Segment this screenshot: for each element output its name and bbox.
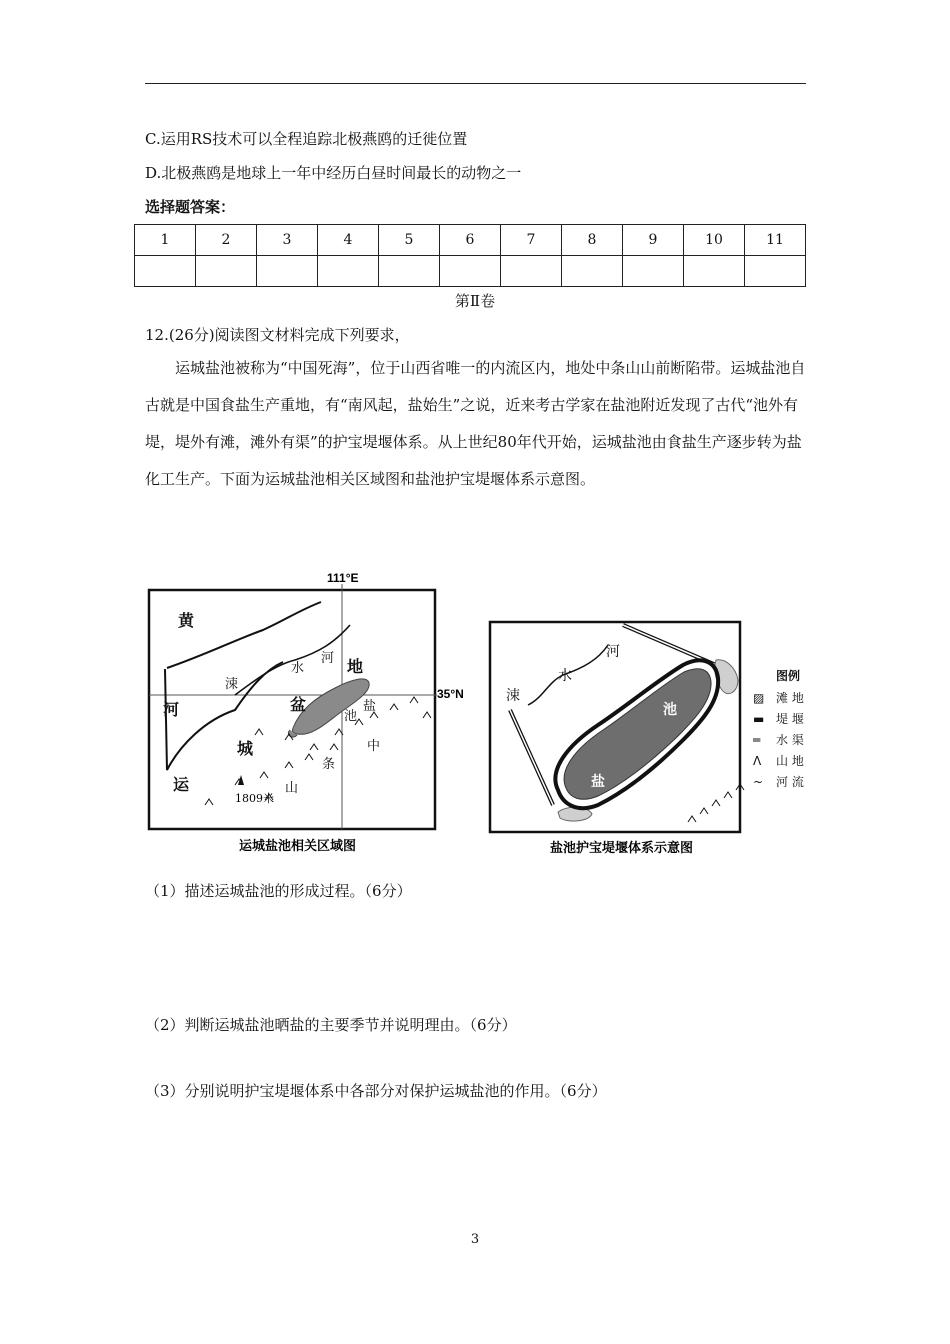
map2-caption: 盐池护宝堤堰体系示意图 xyxy=(550,841,694,856)
sub-question-1: （1）描述运城盐池的形成过程。（6分） xyxy=(145,882,412,900)
header-rule xyxy=(145,83,806,84)
legend-label: 滩 地 xyxy=(776,691,804,705)
legend-label: 水 渠 xyxy=(776,733,804,747)
answer-number: 1 xyxy=(135,225,196,256)
answer-number: 9 xyxy=(623,225,684,256)
sub-question-3: （3）分别说明护宝堤堰体系中各部分对保护运城盐池的作用。（6分） xyxy=(145,1082,607,1100)
answer-table xyxy=(134,224,806,287)
question-material: 运城盐池被称为“中国死海”，位于山西省唯一的内流区内，地处中条山山前断陷带。运城盐池自古就是中国食盐生产重地，有“南风起，盐始生”之说，近来考古学家在盐池附近发现了古代“池外有堤，堤外有滩，滩外有渠”的护宝堤堰体系。从上世纪80年代开始，运城盐池由食盐生产逐步转为盐化工生产。下面为运城盐池相关区域图和盐池护宝堤堰体系示意图。 xyxy=(145,359,806,488)
label-huang: 黄 xyxy=(178,611,195,630)
label-he: 河 xyxy=(606,644,620,660)
answer-cell[interactable] xyxy=(196,256,257,287)
answer-number: 5 xyxy=(379,225,440,256)
option-c: C.运用RS技术可以全程追踪北极燕鸥的迁徙位置 xyxy=(145,130,468,148)
section-title: 第Ⅱ卷 xyxy=(454,292,496,310)
question-title: 12.(26分)阅读图文材料完成下列要求， xyxy=(145,326,410,344)
legend-title: 图例 xyxy=(776,669,801,683)
label-su: 涑 xyxy=(225,677,239,692)
answer-number: 6 xyxy=(440,225,501,256)
legend-symbol: ~ xyxy=(753,775,764,789)
legend-symbol: ▬ xyxy=(753,712,765,726)
map1-caption: 运城盐池相关区域图 xyxy=(239,839,357,854)
legend xyxy=(752,668,804,789)
label-yan: 盐 xyxy=(591,774,605,790)
answer-cell[interactable] xyxy=(684,256,745,287)
regional-map xyxy=(145,570,473,857)
answer-cell[interactable] xyxy=(318,256,379,287)
latitude-label: 35°N xyxy=(437,687,464,701)
label-he: 河 xyxy=(163,700,180,719)
label-yun: 运 xyxy=(173,775,190,794)
legend-symbol: ▨ xyxy=(753,691,765,705)
legend-label: 河 流 xyxy=(776,775,804,789)
label-tiao: 条 xyxy=(322,757,336,772)
answer-cell[interactable] xyxy=(379,256,440,287)
answer-number: 7 xyxy=(501,225,562,256)
answer-blank-row xyxy=(135,256,806,287)
label-di: 地 xyxy=(347,657,364,676)
answer-number: 4 xyxy=(318,225,379,256)
answer-cell[interactable] xyxy=(562,256,623,287)
longitude-label: 111°E xyxy=(327,571,359,585)
answer-header-row xyxy=(135,225,806,256)
dike-map-svg xyxy=(488,620,820,858)
label-chi: 池 xyxy=(663,702,677,718)
label-zhong: 中 xyxy=(367,739,381,754)
label-river-he: 河 xyxy=(321,651,335,666)
label-pen: 盆 xyxy=(290,695,307,714)
answer-number: 11 xyxy=(745,225,806,256)
answer-number: 10 xyxy=(684,225,745,256)
answer-cell[interactable] xyxy=(257,256,318,287)
answer-cell[interactable] xyxy=(440,256,501,287)
label-cheng: 城 xyxy=(237,739,254,758)
answer-number: 3 xyxy=(257,225,318,256)
legend-label: 山 地 xyxy=(776,754,804,768)
dike-system-map xyxy=(488,620,820,858)
answer-number: 2 xyxy=(196,225,257,256)
label-shui: 水 xyxy=(291,661,305,676)
label-yan: 盐 xyxy=(363,699,377,714)
label-shan: 山 xyxy=(285,781,299,796)
label-su: 涑 xyxy=(506,688,520,704)
page-number: 3 xyxy=(470,1232,480,1247)
answer-cell[interactable] xyxy=(135,256,196,287)
peak-label: 1809米 xyxy=(235,792,274,805)
legend-label: 堤 堰 xyxy=(776,712,804,726)
legend-symbol: ═ xyxy=(753,733,761,747)
legend-symbol: ᐱ xyxy=(753,754,762,768)
label-shui: 水 xyxy=(558,668,572,684)
sub-question-2: （2）判断运城盐池晒盐的主要季节并说明理由。（6分） xyxy=(145,1016,517,1034)
option-d: D.北极燕鸥是地球上一年中经历白昼时间最长的动物之一 xyxy=(145,164,522,182)
answer-cell[interactable] xyxy=(501,256,562,287)
answer-cell[interactable] xyxy=(623,256,684,287)
answer-cell[interactable] xyxy=(745,256,806,287)
label-chi: 池 xyxy=(344,709,358,724)
answer-label: 选择题答案： xyxy=(145,198,236,216)
answer-number: 8 xyxy=(562,225,623,256)
regional-map-svg xyxy=(145,570,473,857)
